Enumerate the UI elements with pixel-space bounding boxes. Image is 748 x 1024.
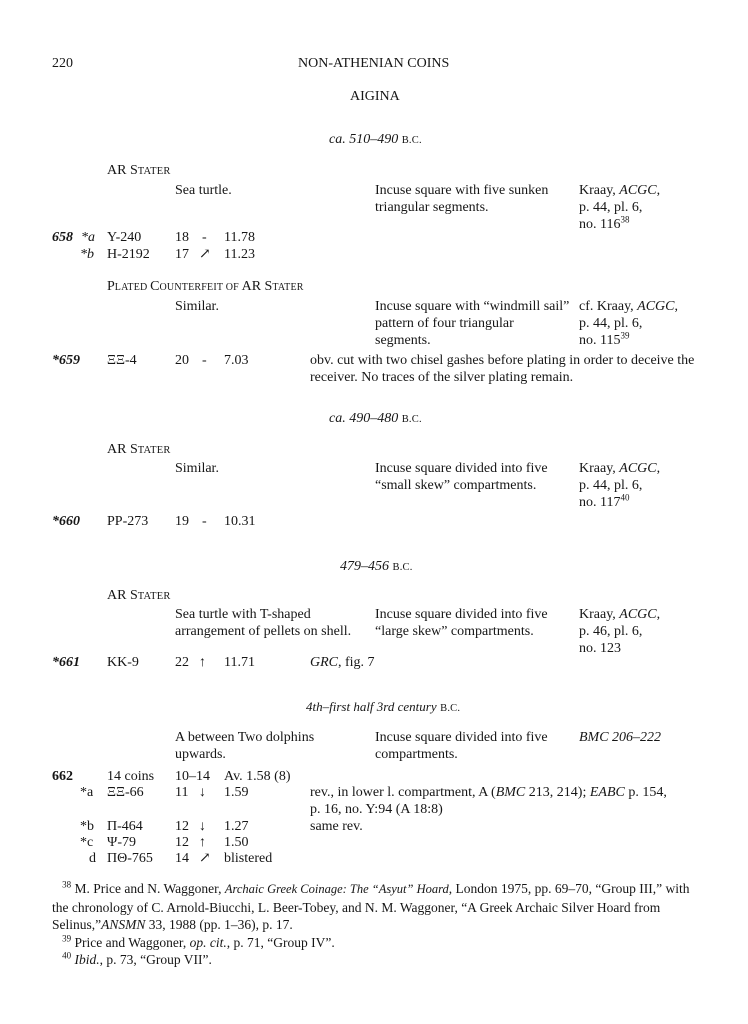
catalog-number-658: 658 [52, 230, 73, 245]
die-axis-658b: ↗ [199, 247, 211, 262]
obverse-description-1: Sea turtle. [175, 183, 232, 198]
weight-658b: 11.23 [224, 247, 255, 262]
die-axis-662c: ↑ [199, 835, 206, 850]
page-number: 220 [52, 56, 73, 71]
weight-659: 7.03 [224, 353, 249, 368]
section-title: AIGINA [350, 89, 400, 104]
specimen-label-658a: *a [81, 230, 95, 245]
diameter-660: 19 [175, 514, 189, 529]
diameter-658b: 17 [175, 247, 189, 262]
reverse-description-4: Incuse square divided into five “large skew” compartments. [375, 607, 548, 639]
obverse-description-4: Sea turtle with T-shaped arrangement of pellets on shell. [175, 607, 352, 639]
note-659: obv. cut with two chisel gashes before plating in order to deceive the receiver. No traces of the silver plating remain. [310, 353, 695, 385]
reverse-description-3: Incuse square divided into five “small skew” compartments. [375, 461, 548, 493]
inventory-660: PP-273 [107, 514, 149, 529]
period-heading-4: 4th–first half 3rd century B.C. [306, 699, 461, 714]
reference-4: Kraay, ACGC, p. 46, pl. 6, no. 123 [579, 607, 661, 656]
denomination-heading-2: PLATED COUNTERFEIT OF AR STATER [107, 279, 304, 294]
catalog-number-659: *659 [52, 353, 80, 368]
weight-660: 10.31 [224, 514, 256, 529]
catalog-number-660: *660 [52, 514, 80, 529]
catalog-number-661: *661 [52, 655, 80, 670]
diameter-662a: 11 [175, 785, 189, 800]
reference-1: Kraay, ACGC, p. 44, pl. 6, no. $116^{38}$ [579, 183, 661, 232]
reverse-description-1: Incuse square with five sunken triangular segments. [375, 183, 549, 215]
footnote-40: $^{40}$ Ibid., p. 73, “Group VII”. [62, 950, 212, 967]
specimen-label-662d: d [89, 851, 96, 866]
diameter-658a: 18 [175, 230, 189, 245]
specimen-label-662a: *a [80, 785, 94, 800]
footnote-38: $^{38}$ M. Price and N. Waggoner, Archaic Greek Coinage: The “Asyut” Hoard, London 1975, pp. 69–70, “Group III,” with the chronology of C. Arnold-Biucchi, L. Beer-Tobey, and N. M. Waggoner, “A Greek Archaic Silver Hoard from Selinus,”ANSMN 33, 1988 (pp. 1–36), p. 17. [52, 879, 690, 932]
die-axis-662a: ↓ [199, 785, 206, 800]
reference-2: cf. Kraay, ACGC, p. 44, pl. 6, no. $115^{39}$ [579, 299, 679, 348]
reverse-description-5: Incuse square divided into five compartments. [375, 730, 548, 762]
die-axis-662b: ↓ [199, 819, 206, 834]
period-heading-3: 479–456 B.C. [340, 559, 413, 574]
obverse-description-2: Similar. [175, 299, 219, 314]
die-axis-662d: ↗ [199, 851, 211, 866]
weight-662d: blistered [224, 851, 273, 866]
weight-662: Av. 1.58 (8) [224, 769, 291, 784]
diameter-662b: 12 [175, 819, 189, 834]
die-axis-660: - [202, 514, 207, 529]
footnote-39: $^{39}$ Price and Waggoner, op. cit., p. 71, “Group IV”. [62, 933, 335, 950]
inventory-662: 14 coins [107, 769, 155, 784]
inventory-658a: Υ-240 [107, 230, 142, 245]
specimen-label-662c: *c [80, 835, 94, 850]
inventory-662a: ΞΞ-66 [107, 785, 144, 800]
inventory-662c: Ψ-79 [107, 835, 136, 850]
weight-662b: 1.27 [224, 819, 249, 834]
reference-661: GRC, fig. 7 [310, 655, 375, 670]
denomination-heading-3: AR STATER [107, 442, 171, 457]
die-axis-659: - [202, 353, 207, 368]
diameter-661: 22 [175, 655, 189, 670]
weight-662c: 1.50 [224, 835, 249, 850]
weight-658a: 11.78 [224, 230, 255, 245]
catalog-number-662: 662 [52, 769, 73, 784]
specimen-label-658b: *b [80, 247, 94, 262]
reference-5: BMC 206–222 [579, 730, 662, 745]
denomination-heading-1: AR STATER [107, 163, 171, 178]
inventory-662d: ΠΘ-765 [107, 851, 153, 866]
period-heading-1: ca. 510–490 B.C. [329, 132, 422, 147]
specimen-label-662b: *b [80, 819, 94, 834]
inventory-662b: Π-464 [107, 819, 143, 834]
weight-662a: 1.59 [224, 785, 249, 800]
reverse-description-2: Incuse square with “windmill sail” pattern of four triangular segments. [375, 299, 570, 348]
diameter-659: 20 [175, 353, 189, 368]
inventory-661: KK-9 [107, 655, 139, 670]
reference-3: Kraay, ACGC, p. 44, pl. 6, no. $117^{40}$ [579, 461, 661, 510]
denomination-heading-4: AR STATER [107, 588, 171, 603]
obverse-description-3: Similar. [175, 461, 219, 476]
diameter-662d: 14 [175, 851, 189, 866]
diameter-662: 10–14 [175, 769, 210, 784]
die-axis-661: ↑ [199, 655, 206, 670]
inventory-659: ΞΞ-4 [107, 353, 137, 368]
weight-661: 11.71 [224, 655, 255, 670]
note-662a: rev., in lower l. compartment, A (BMC 213, 214); EABC p. 154, p. 16, no. Y:94 (A 18:8) [310, 785, 667, 817]
inventory-658b: H-2192 [107, 247, 150, 262]
running-title: NON-ATHENIAN COINS [298, 56, 450, 71]
note-662b: same rev. [310, 819, 363, 834]
obverse-description-5: A between Two dolphins upwards. [175, 730, 315, 762]
die-axis-658a: - [202, 230, 207, 245]
period-heading-2: ca. 490–480 B.C. [329, 411, 422, 426]
diameter-662c: 12 [175, 835, 189, 850]
